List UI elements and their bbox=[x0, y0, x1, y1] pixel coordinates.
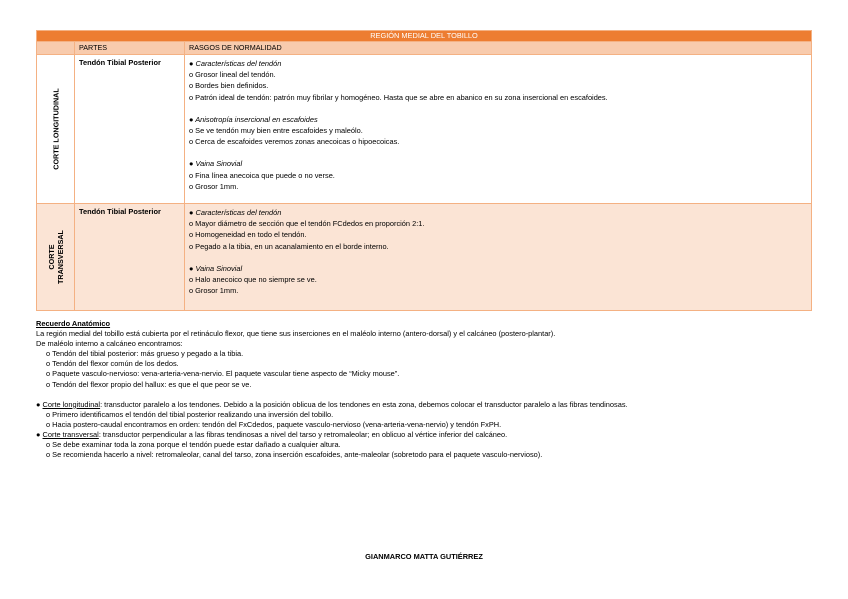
list-item: ο Tendón del flexor común de los dedos. bbox=[46, 359, 179, 369]
notes-heading: Recuerdo Anatómico bbox=[36, 319, 111, 328]
list-item: ο Grosor 1mm. bbox=[189, 181, 239, 191]
list-item: ο Tendón del tibial posterior: más grueso y pegado a la tibia. bbox=[46, 349, 244, 359]
list-item: ο Grosor 1mm. bbox=[189, 286, 239, 296]
section-title: ● Características del tendón bbox=[189, 59, 282, 68]
side-label-longitudinal: CORTE LONGITUDINAL bbox=[37, 55, 75, 204]
list-item: ο Pegado a la tibia, en un acanalamiento en el borde interno. bbox=[189, 241, 389, 251]
section-title: ● Vaina Sinovial bbox=[189, 263, 243, 273]
longitudinal-note: ● Corte longitudinal: transductor paralelo a los tendones. Debido a la posición oblicua de los tendones en esta zona, debemos colocar el transductor paralelo a las fibras tendinosas. bbox=[36, 399, 628, 409]
list-item: ο Paquete vasculo-nervioso: vena-arteria-vena-nervio. El paquete vascular tiene aspecto de “Micky mouse”. bbox=[46, 369, 400, 379]
list-item: ο Se ve tendón muy bien entre escafoides y maleólo. bbox=[189, 126, 363, 136]
list-item: ο Halo anecoico que no siempre se ve. bbox=[189, 275, 317, 285]
list-item: ο Patrón ideal de tendón: patrón muy fibrilar y homogéneo. Hasta que se abre en abanico en su zona insercional en escafoides. bbox=[189, 92, 608, 102]
side-label-transversal: CORTE TRANSVERSAL bbox=[37, 204, 75, 311]
list-item: ο Grosor lineal del tendón. bbox=[189, 70, 276, 80]
anatomy-table bbox=[36, 30, 812, 311]
list-item: ο Tendón del flexor propio del hallux: es que el que peor se ve. bbox=[46, 379, 252, 389]
list-item: ο Hacia postero-caudal encontramos en orden: tendón del FxCdedos, paquete vasculo-nervioso (vena-arteria-vena-nervio) y tendón FxPH. bbox=[46, 419, 502, 429]
list-item: ο Bordes bien definidos. bbox=[189, 81, 269, 91]
section-title: ● Anisotropía insercional en escafoides bbox=[189, 114, 318, 124]
notes-intro: De maléolo interno a calcáneo encontramos: bbox=[36, 339, 183, 349]
longitudinal-label: Corte longitudinal bbox=[42, 399, 101, 409]
header-rasgos: RASGOS DE NORMALIDAD bbox=[185, 42, 812, 55]
rasgos-longitudinal bbox=[185, 55, 812, 204]
list-item: ο Homogeneidad en todo el tendón. bbox=[189, 230, 307, 240]
table-title: REGIÓN MEDIAL DEL TOBILLO bbox=[37, 31, 812, 42]
anatomy-notes bbox=[36, 319, 816, 460]
list-item: ο Cerca de escafoides veremos zonas anecoicas o hipoecoicas. bbox=[189, 137, 400, 147]
rasgos-transversal bbox=[185, 204, 812, 311]
transversal-note: ● Corte transversal: transductor perpendicular a las fibras tendinosas a nivel del tarso y retromaleolar; en oblicuo al vértice inferior del calcáneo. bbox=[36, 429, 508, 439]
list-item: ο Mayor diámetro de sección que el tendón FCdedos en proporción 2:1. bbox=[189, 219, 425, 229]
section-title: ● Características del tendón bbox=[189, 208, 282, 217]
author-footer: GIANMARCO MATTA GUTIÉRREZ bbox=[365, 552, 483, 561]
part-transversal: Tendón Tibial Posterior bbox=[75, 204, 185, 311]
part-longitudinal: Tendón Tibial Posterior bbox=[75, 55, 185, 204]
transversal-label: Corte transversal bbox=[42, 429, 99, 439]
list-item: ο Se debe examinar toda la zona porque el tendón puede estar dañado a cualquier altura. bbox=[46, 440, 341, 450]
header-empty bbox=[37, 42, 75, 55]
list-item: ο Fina línea anecoica que puede o no verse. bbox=[189, 170, 335, 180]
list-item: ο Primero identificamos el tendón del tibial posterior realizando una inversión del tobillo. bbox=[46, 409, 334, 419]
section-title: ● Vaina Sinovial bbox=[189, 159, 243, 169]
list-item: ο Se recomienda hacerlo a nivel: retromaleolar, canal del tarso, zona inserción escafoides, ante-maleolar (sobretodo para el paquete vasculo-nervioso). bbox=[46, 450, 543, 460]
header-parts: PARTES bbox=[75, 42, 185, 55]
notes-intro: La región medial del tobillo está cubierta por el retináculo flexor, que tiene sus inserciones en el maléolo interno (antero-dorsal) y el calcáneo (postero-plantar). bbox=[36, 329, 556, 339]
